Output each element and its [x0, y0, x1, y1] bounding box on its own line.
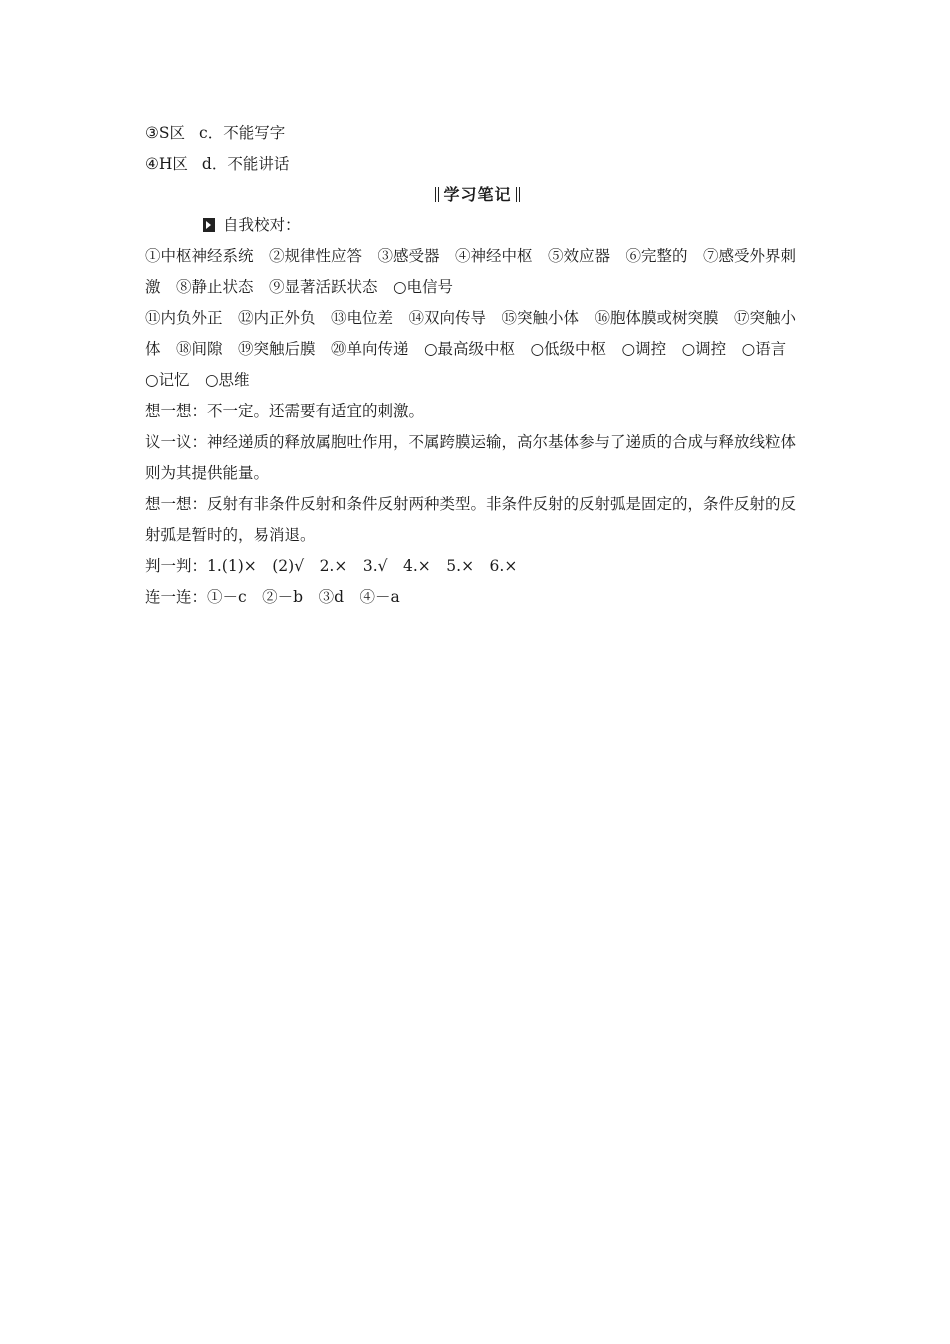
match-item-4: [145, 149, 810, 180]
answers-paragraph-1: ①中枢神经系统 ②规律性应答 ③感受器 ④神经中枢 ⑤效应器 ⑥完整的 ⑦感受外界刺激 ⑧静止状态 ⑨显著活跃状态 ○电信号: [145, 247, 797, 296]
arrow-bullet-icon: [203, 218, 215, 232]
match-item-3-left: ③S区: [145, 124, 186, 142]
judge-paragraph: 判一判：1.(1)× (2)√ 2.× 3.√ 4.× 5.× 6.×: [145, 557, 518, 575]
document-page: [145, 118, 810, 613]
self-check-heading: [145, 210, 810, 241]
match-item-4-right: d．不能讲话: [201, 155, 290, 173]
connect-paragraph: 连一连：①－c ②－b ③d ④－a: [145, 588, 400, 606]
discuss-paragraph: 议一议：神经递质的释放属胞吐作用，不属跨膜运输，高尔基体参与了递质的合成与释放线粒体则为其提供能量。: [145, 433, 797, 482]
left-bar-icon: [435, 187, 439, 202]
answers-paragraph-2: ⑪内负外正 ⑫内正外负 ⑬电位差 ⑭双向传导 ⑮突触小体 ⑯胞体膜或树突膜 ⑰突触小体 ⑱间隙 ⑲突触后膜 ⑳单向传递 ○最高级中枢 ○低级中枢 ○调控 ○调控 ○语言 ○记忆 ○思维: [145, 309, 802, 389]
think-paragraph-2: 想一想：反射有非条件反射和条件反射两种类型。非条件反射的反射弧是固定的，条件反射的反射弧是暂时的，易消退。: [145, 495, 797, 544]
self-check-label: 自我校对：: [223, 216, 301, 234]
think-paragraph-1: 想一想：不一定。还需要有适宜的刺激。: [145, 402, 425, 420]
match-item-3: [145, 118, 810, 149]
match-item-3-right: c．不能写字: [199, 124, 286, 142]
section-title-text: 学习笔记: [443, 185, 512, 204]
match-item-4-left: ④H区: [145, 155, 188, 173]
section-title: [145, 180, 810, 210]
right-bar-icon: [516, 187, 520, 202]
